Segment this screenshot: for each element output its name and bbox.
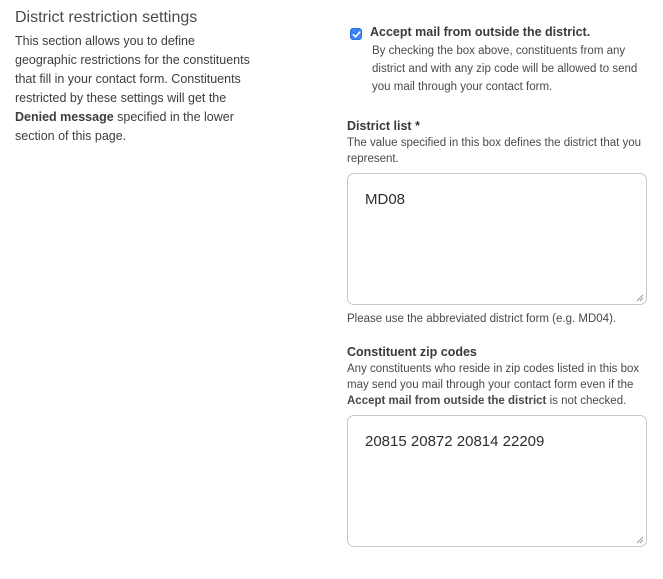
checkmark-icon [352, 30, 361, 39]
district-list-textarea[interactable] [347, 173, 647, 305]
section-description-text-2: specified in the lower section of this page. [15, 110, 234, 143]
denied-message-reference: Denied message [15, 110, 114, 124]
section-title: District restriction settings [15, 9, 198, 26]
accept-mail-help: By checking the box above, constituents from any district and with any zip code will be allowed to send you mail through your contact form. [372, 45, 638, 93]
accept-mail-row [347, 24, 649, 96]
zip-codes-textarea-wrap [347, 415, 647, 547]
zip-codes-field [347, 344, 649, 547]
accept-mail-reference: Accept mail from outside the district [347, 395, 547, 407]
district-list-help: The value specified in this box defines the district that you represent. [347, 137, 642, 165]
district-list-field [347, 118, 649, 327]
zip-codes-textarea[interactable] [347, 415, 647, 547]
district-list-label: District list * [347, 119, 420, 133]
zip-codes-help-text-2: is not checked. [546, 395, 627, 407]
district-list-note: Please use the abbreviated district form (e.g. MD04). [347, 313, 617, 325]
zip-codes-help-text-1: Any constituents who reside in zip codes listed in this box may send you mail through your contact form even if the [347, 363, 640, 391]
accept-mail-label[interactable]: Accept mail from outside the district. [370, 25, 591, 39]
section-description-text-1: This section allows you to define geographic restrictions for the constituents that fill in your contact form. Constituents restricted by these settings will get the [15, 34, 250, 105]
zip-codes-help [347, 361, 649, 409]
section-description [15, 32, 255, 146]
zip-codes-label: Constituent zip codes [347, 345, 477, 359]
settings-column [347, 24, 649, 407]
section-description-column [15, 8, 255, 146]
accept-mail-checkbox[interactable] [350, 28, 362, 40]
district-list-textarea-wrap [347, 173, 647, 305]
